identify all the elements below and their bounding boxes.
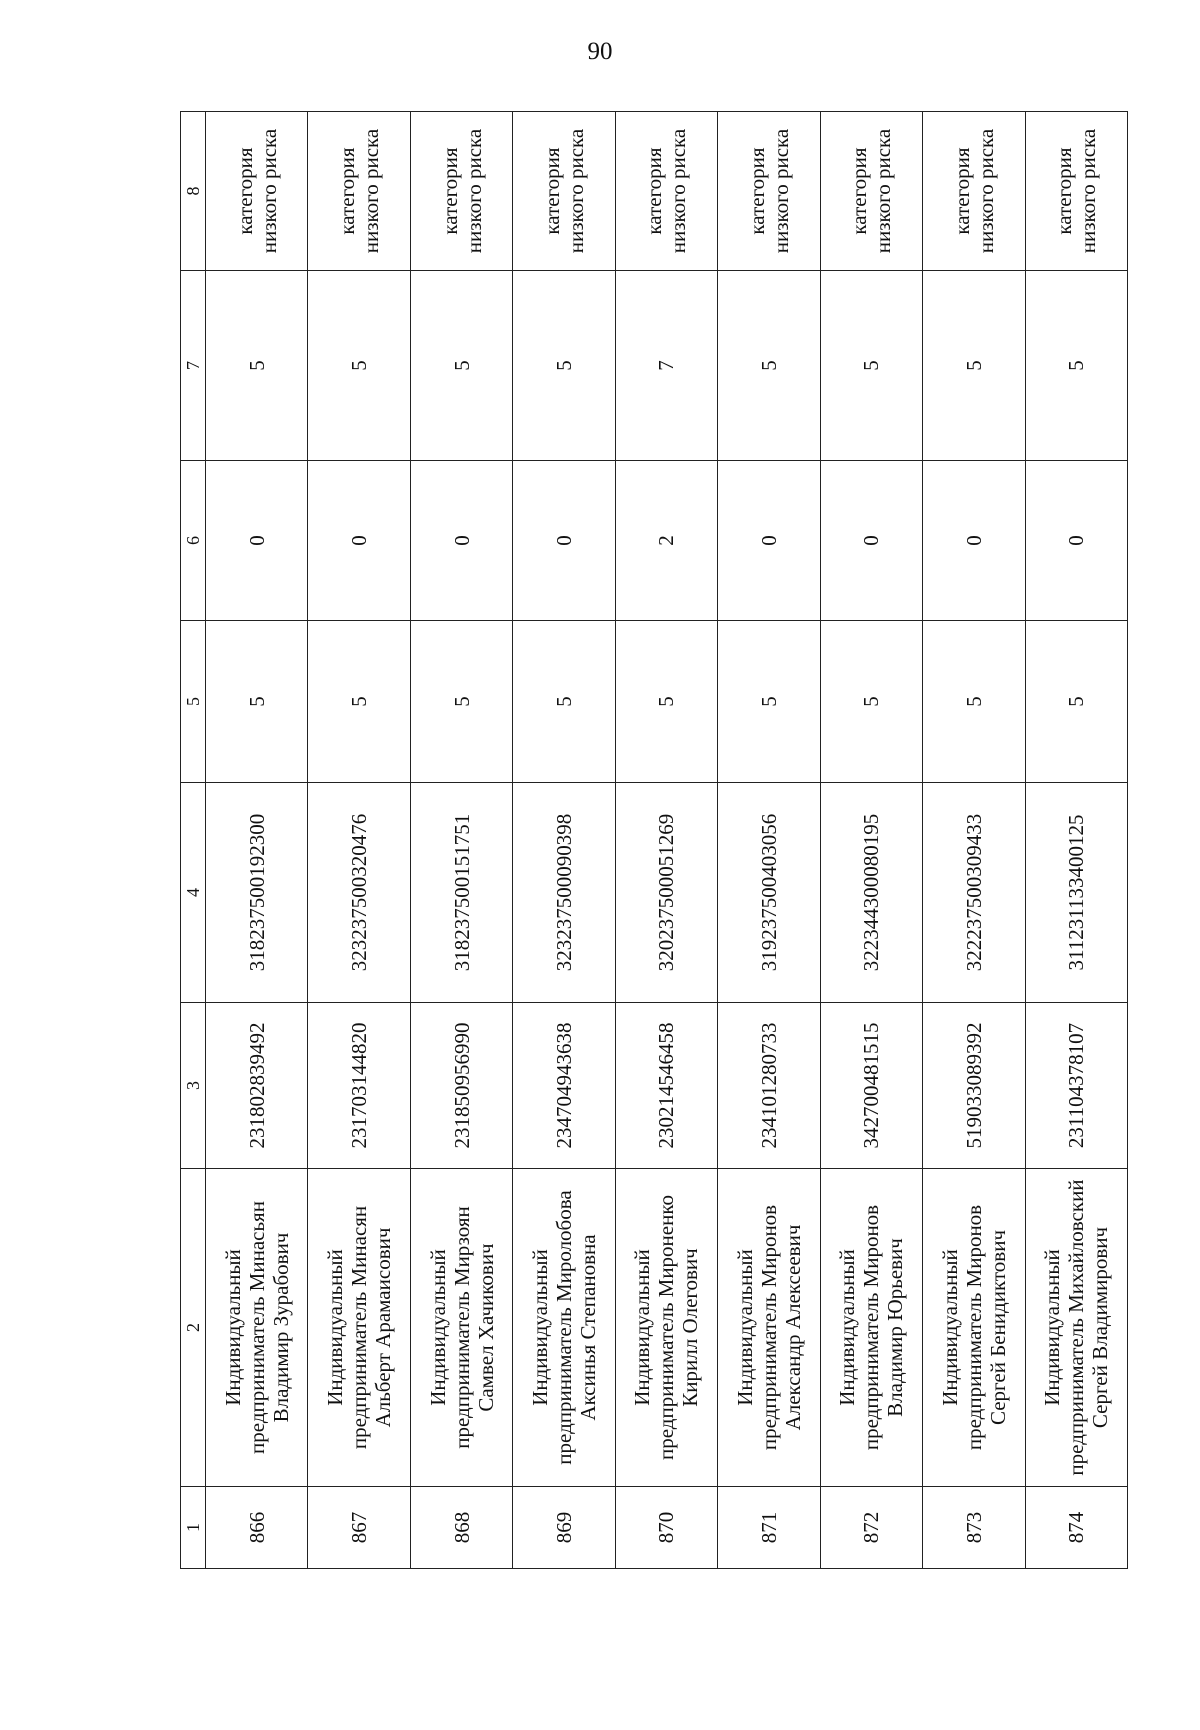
ogrn-cell: 320237500051269 [615,783,717,1003]
ogrn-cell: 319237500403056 [718,783,820,1003]
inn-cell: 230214546458 [615,1003,717,1169]
col6-cell: 0 [410,461,512,621]
entrepreneur-name: Индивидуальный предприниматель Мироненко Кирилл Олегович [615,1169,717,1487]
ogrn-cell: 318237500192300 [206,783,308,1003]
table-row [923,112,1025,1569]
entrepreneur-name: Индивидуальный предприниматель Миронов Владимир Юрьевич [820,1169,922,1487]
inn-cell: 231850956990 [410,1003,512,1169]
entrepreneur-name: Индивидуальный предприниматель Миронов Сергей Бенидиктович [923,1169,1025,1487]
table-row [1025,112,1128,1569]
header-row [181,112,206,1569]
risk-category: категория низкого риска [615,112,717,271]
col7-cell: 5 [1025,271,1128,461]
col7-cell: 5 [206,271,308,461]
column-header: 2 [181,1169,206,1487]
col5-cell: 5 [1025,621,1128,783]
col5-cell: 5 [615,621,717,783]
risk-category: категория низкого риска [206,112,308,271]
col5-cell: 5 [513,621,615,783]
risk-category: категория низкого риска [820,112,922,271]
inn-cell: 231703144820 [308,1003,410,1169]
inn-cell: 234704943638 [513,1003,615,1169]
table-row [410,112,512,1569]
col7-cell: 5 [410,271,512,461]
row-number: 873 [923,1487,1025,1569]
risk-category: категория низкого риска [923,112,1025,271]
col5-cell: 5 [308,621,410,783]
column-header: 8 [181,112,206,271]
col6-cell: 0 [206,461,308,621]
ogrn-cell: 323237500320476 [308,783,410,1003]
col6-cell: 0 [923,461,1025,621]
entrepreneur-name: Индивидуальный предприниматель Мирзоян Самвел Хачикович [410,1169,512,1487]
row-number: 871 [718,1487,820,1569]
col5-cell: 5 [820,621,922,783]
inn-cell: 231802839492 [206,1003,308,1169]
column-header: 7 [181,271,206,461]
table-row [308,112,410,1569]
col7-cell: 5 [718,271,820,461]
col7-cell: 5 [820,271,922,461]
row-number: 869 [513,1487,615,1569]
ogrn-cell: 322344300080195 [820,783,922,1003]
col5-cell: 5 [410,621,512,783]
row-number: 867 [308,1487,410,1569]
row-number: 872 [820,1487,922,1569]
inn-cell: 519033089392 [923,1003,1025,1169]
risk-category: категория низкого риска [410,112,512,271]
entrepreneur-name: Индивидуальный предприниматель Миронов Александр Алексеевич [718,1169,820,1487]
row-number: 870 [615,1487,717,1569]
col7-cell: 5 [308,271,410,461]
ogrn-cell: 322237500309433 [923,783,1025,1003]
row-number: 866 [206,1487,308,1569]
registry-table [180,111,1128,1569]
table-row [513,112,615,1569]
col6-cell: 0 [308,461,410,621]
col5-cell: 5 [718,621,820,783]
entrepreneur-name: Индивидуальный предприниматель Минасьян Владимир Зурабович [206,1169,308,1487]
col6-cell: 0 [718,461,820,621]
col7-cell: 5 [923,271,1025,461]
inn-cell: 231104378107 [1025,1003,1128,1169]
col7-cell: 5 [513,271,615,461]
risk-category: категория низкого риска [718,112,820,271]
entrepreneur-name: Индивидуальный предприниматель Михайловский Сергей Владимирович [1025,1169,1128,1487]
risk-category: категория низкого риска [1025,112,1128,271]
risk-category: категория низкого риска [513,112,615,271]
column-header: 5 [181,621,206,783]
row-number: 874 [1025,1487,1128,1569]
column-header: 4 [181,783,206,1003]
table-row [820,112,922,1569]
col6-cell: 0 [1025,461,1128,621]
table-row [206,112,308,1569]
row-number: 868 [410,1487,512,1569]
inn-cell: 234101280733 [718,1003,820,1169]
ogrn-cell: 318237500151751 [410,783,512,1003]
column-header: 3 [181,1003,206,1169]
col7-cell: 7 [615,271,717,461]
risk-category: категория низкого риска [308,112,410,271]
entrepreneur-name: Индивидуальный предприниматель Миролобова Аксинья Степановна [513,1169,615,1487]
page-number: 90 [587,38,613,65]
column-header: 6 [181,461,206,621]
entrepreneur-name: Индивидуальный предприниматель Минасян Альберт Арамаисович [308,1169,410,1487]
col5-cell: 5 [206,621,308,783]
table-row [718,112,820,1569]
col5-cell: 5 [923,621,1025,783]
table-row [615,112,717,1569]
registry-table-wrap [180,112,1128,1569]
column-header: 1 [181,1487,206,1569]
col6-cell: 0 [820,461,922,621]
ogrn-cell: 311231133400125 [1025,783,1128,1003]
col6-cell: 0 [513,461,615,621]
rotated-sheet [180,112,1128,1569]
ogrn-cell: 323237500090398 [513,783,615,1003]
inn-cell: 342700481515 [820,1003,922,1169]
col6-cell: 2 [615,461,717,621]
